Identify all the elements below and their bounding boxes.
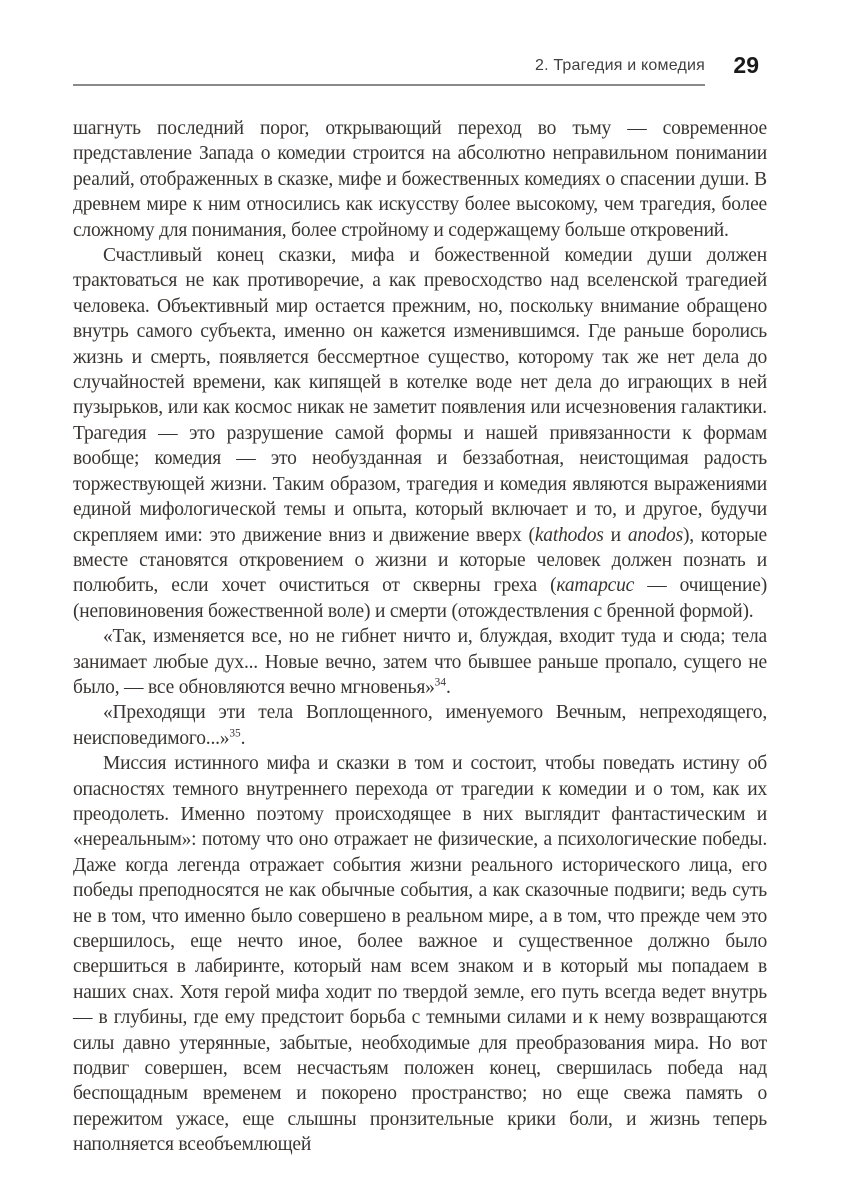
text-run: . bbox=[445, 676, 451, 698]
paragraph bbox=[73, 624, 767, 700]
italic-run: kathodos bbox=[534, 524, 604, 546]
text-run: . bbox=[240, 727, 246, 749]
running-header bbox=[73, 57, 705, 86]
text-run: — очищение) (неповиновения божественной воле) и смерти (отождествления с бренной формой). bbox=[73, 575, 767, 622]
footnote-ref: 35 bbox=[229, 727, 241, 740]
paragraph bbox=[73, 751, 767, 1158]
text-run: Миссия истинного мифа и сказки в том и состоит, чтобы поведать истину об опасностях темного внутреннего перехода от трагедии к комедии и о том, как их преодолеть. Именно поэтому происходящее в них выглядит фантастическим и «нереальным»: потому что оно отражает не физические, а психологические победы. Даже когда легенда отражает события жизни реального исторического лица, его победы преподносятся не как обычные события, а как сказочные подвиги; ведь суть не в том, что именно было совершено в реальном мире, а в том, что прежде чем это свершилось, еще нечто иное, более важное и существенное должно было свершиться в лабиринте, который нам всем знаком и в который мы попадаем в наших снах. Хотя герой мифа ходит по твердой земле, его путь всегда ведет внутрь — в глубины, где ему предстоит борьба с темными силами и к нему возвращаются силы давно утерянные, забытые, необходимые для преобразования мира. Но вот подвиг совершен, всем несчастьям положен конец, свершилась победа над беспощадным временем и покорено пространство; но еще свежа память о пережитом ужасе, еще слышны пронзительные крики боли, и жизнь теперь наполняется всеобъемлющей bbox=[73, 753, 767, 1156]
footnote-ref: 34 bbox=[434, 676, 446, 689]
text-run: ), которые вместе становятся откровением о жизни и которые человек должен познать и полюбить, если хочет очиститься от скверны греха ( bbox=[73, 524, 767, 597]
paragraph bbox=[73, 700, 767, 751]
text-column bbox=[73, 116, 767, 1158]
paragraph bbox=[73, 116, 767, 243]
text-run: и bbox=[603, 524, 628, 546]
text-run: шагнуть последний порог, открывающий переход во тьму — современное представление Запада о комедии строится на абсолютно неправильном понимании реалий, отображенных в сказке, мифе и божественных комедиях о спасении души. В древнем мире к ним относились как искусству более высокому, чем трагедия, более сложному для понимания, более стройному и содержащему больше откровений. bbox=[73, 118, 767, 241]
page-number: 29 bbox=[733, 52, 759, 78]
text-run: «Так, изменяется все, но не гибнет ничто и, блуждая, входит туда и сюда; тела занимает любые дух... Новые вечно, затем что бывшее раньше пропало, сущего не было, — все обновляются вечно мгновенья» bbox=[73, 626, 767, 698]
text-run: «Преходящи эти тела Воплощенного, именуемого Вечным, непреходящего, неисповедимого...» bbox=[73, 702, 767, 749]
italic-run: катарсис bbox=[556, 575, 635, 597]
paragraph bbox=[73, 243, 767, 624]
text-run: Счастливый конец сказки, мифа и божественной комедии души должен трактоваться не как противоречие, а как превосходство над вселенской трагедией человека. Объективный мир остается прежним, но, поскольку внимание обращено внутрь самого субъекта, именно он кажется изменившимся. Где раньше боролись жизнь и смерть, появляется бессмертное существо, которому так же нет дела до случайностей времени, как кипящей в котелке воде нет дела до играющих в ней пузырьков, или как космос никак не заметит появления или исчезновения галактики. Трагедия — это разрушение самой формы и нашей привязанности к формам вообще; комедия — это необузданная и беззаботная, неистощимая радость торжествующей жизни. Таким образом, трагедия и комедия являются выражениями единой мифологической темы и опыта, который включает и то, и другое, будучи скрепляем ими: это движение вниз и движение вверх ( bbox=[73, 245, 767, 546]
chapter-title: 2. Трагедия и комедия bbox=[534, 57, 705, 74]
italic-run: anodos bbox=[627, 524, 683, 546]
